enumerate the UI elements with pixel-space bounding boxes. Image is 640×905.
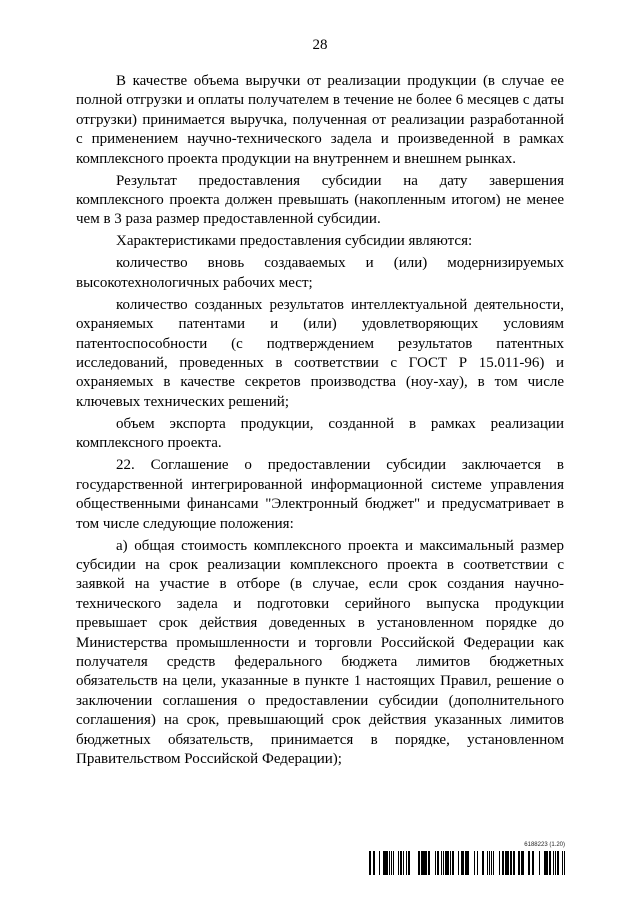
paragraph-intellectual-results: количество созданных результатов интеллектуальной деятельности, охраняемых патентами и (или) удовлетворяющих условиям патентоспособности (с подтверждением результатов патентных исследований, проведенных в соответствии с ГОСТ Р 15.011-96) и охраняемых в качестве секретов производства (ноу-хау), в том числе ключевых технических решений; xyxy=(76,296,564,410)
paragraph-item-a: а) общая стоимость комплексного проекта и максимальный размер субсидии на срок реализации комплексного проекта в соответствии с заявкой на участие в отборе (в случае, если срок создания научно-технического задела и подготовки серийного выпуска продукции превышает срок действия доведенных в установленном порядке до Министерства промышленности и торговли Российской Федерации как получателя средств федерального бюджета лимитов бюджетных обязательств на цели, указанные в пункте 1 настоящих Правил, решение о заключении соглашения о предоставлении субсидии (дополнительного соглашения) на срок, превышающий срок действия указанных лимитов бюджетных обязательств, принимается в порядке, установленном Правительством Российской Федерации); xyxy=(76,537,564,767)
document-body xyxy=(76,72,564,769)
paragraph-workplaces: количество вновь создаваемых и (или) модернизируемых высокотехнологичных рабочих мест; xyxy=(76,255,564,291)
paragraph-export: объем экспорта продукции, созданной в рамках реализации комплексного проекта. xyxy=(76,415,564,452)
paragraph-characteristics-heading: Характеристиками предоставления субсидии являются: xyxy=(116,233,473,250)
paragraph-result: Результат предоставления субсидии на дату завершения комплексного проекта должен превышать (накопленным итогом) не менее чем в 3 раза размер предоставленной субсидии. xyxy=(76,172,564,228)
footer-code: 6188223 (1.20) xyxy=(524,842,565,848)
barcode xyxy=(367,851,565,875)
page-number: 28 xyxy=(312,37,328,53)
paragraph-revenue: В качестве объема выручки от реализации продукции (в случае ее полной отгрузки и оплаты получателем в течение не более 6 месяцев с даты отгрузки) принимается выручка, полученная от реализации разработанной с применением научно-технического задела и произведенной в рамках комплексного проекта продукции на внутреннем и внешнем рынках. xyxy=(76,73,564,167)
paragraph-agreement: 22. Соглашение о предоставлении субсидии заключается в государственной интегрированной информационной системе управления общественными финансами "Электронный бюджет" и предусматривает в том числе следующие положения: xyxy=(76,457,564,532)
